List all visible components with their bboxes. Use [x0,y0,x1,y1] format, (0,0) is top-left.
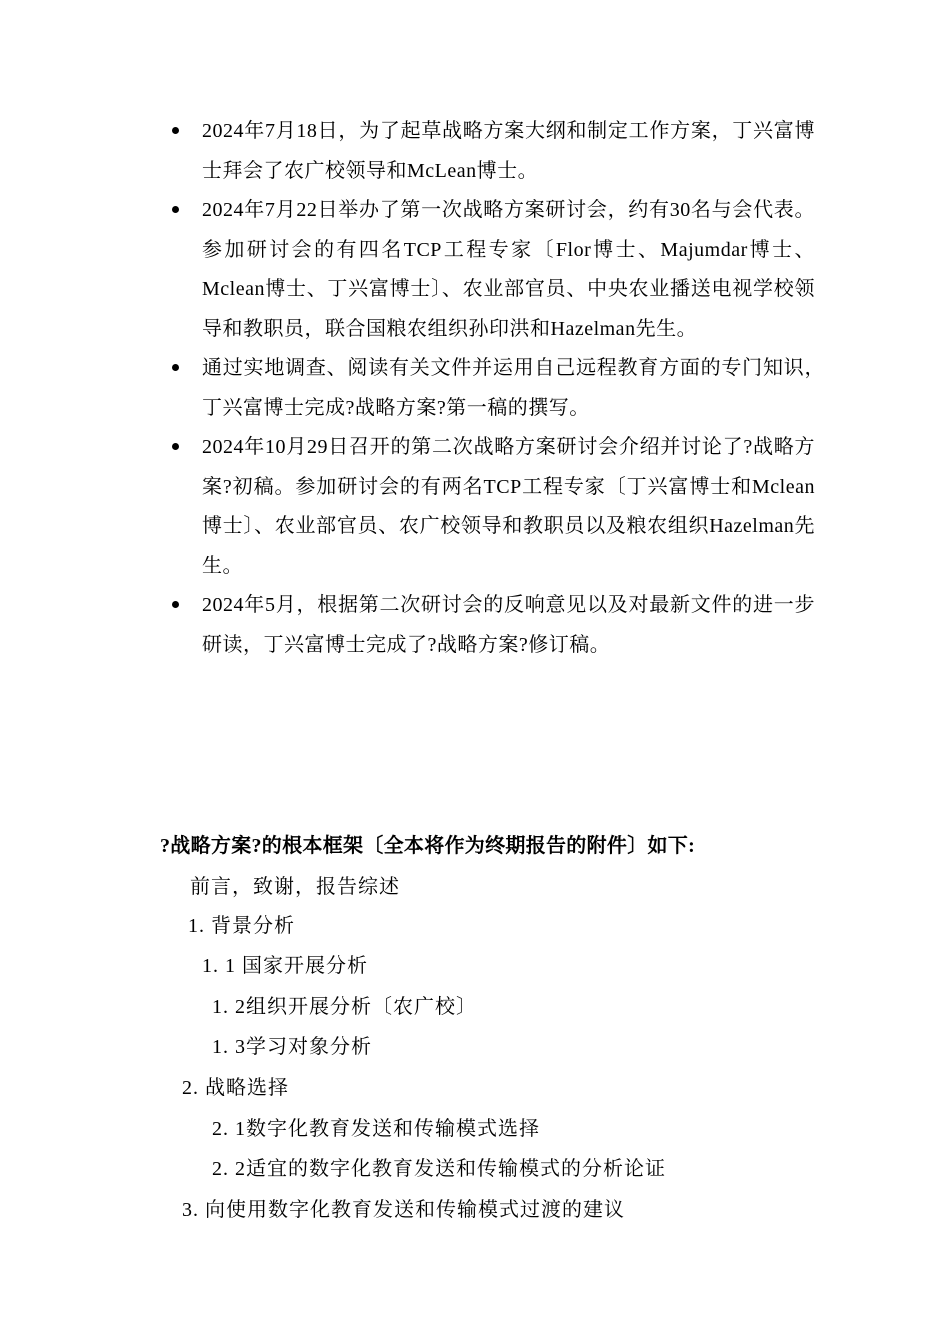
outline-item-2-2: 2. 2适宜的数字化教育发送和传输模式的分析论证 [212,1158,666,1180]
outline-item-3: 3. 向使用数字化教育发送和传输模式过渡的建议 [182,1199,625,1221]
outline-item-1: 1. 背景分析 [188,915,295,937]
bullet-dot-icon [172,601,179,608]
outline-item-1-2: 1. 2组织开展分析〔农广校〕 [212,996,477,1018]
bullet-item [170,586,815,665]
bullet-text: 2024年10月29日召开的第二次战略方案研讨会介绍并讨论了?战略方案?初稿。参加研讨会的有两名TCP工程专家〔丁兴富博士和Mclean博士〕、农业部官员、农广校领导和教职员以及粮农组织Hazelman先生。 [202,436,815,577]
outline-item-2: 2. 战略选择 [182,1077,289,1099]
outline-item-1-3: 1. 3学习对象分析 [212,1036,372,1058]
outline-item-preface: 前言，致谢，报告综述 [190,876,400,898]
bullet-dot-icon [172,127,179,134]
framework-heading: ?战略方案?的根本框架〔全本将作为终期报告的附件〕如下: [160,835,696,857]
bullet-item [170,191,815,349]
outline-item-2-1: 2. 1数字化教育发送和传输模式选择 [212,1118,540,1140]
bullet-dot-icon [172,443,179,450]
bullet-dot-icon [172,364,179,371]
progress-bullet-list [170,112,836,665]
bullet-text: 2024年7月18日，为了起草战略方案大纲和制定工作方案，丁兴富博士拜会了农广校领导和McLean博士。 [202,120,815,182]
bullet-dot-icon [172,206,179,213]
bullet-text: 2024年7月22日举办了第一次战略方案研讨会，约有30名与会代表。参加研讨会的有四名TCP工程专家〔Flor博士、Majumdar博士、Mclean博士、丁兴富博士〕、农业部官员、中央农业播送电视学校领导和教职员，联合国粮农组织孙印洪和Hazelman先生。 [202,199,815,340]
bullet-item [170,112,815,191]
bullet-text: 2024年5月，根据第二次研讨会的反响意见以及对最新文件的进一步研读，丁兴富博士完成了?战略方案?修订稿。 [202,594,815,656]
bullet-text: 通过实地调查、阅读有关文件并运用自己远程教育方面的专门知识， 丁兴富博士完成?战略方案?第一稿的撰写。 [202,357,836,419]
outline-item-1-1: 1. 1 国家开展分析 [202,955,368,977]
bullet-item [170,349,836,428]
bullet-item [170,428,815,586]
